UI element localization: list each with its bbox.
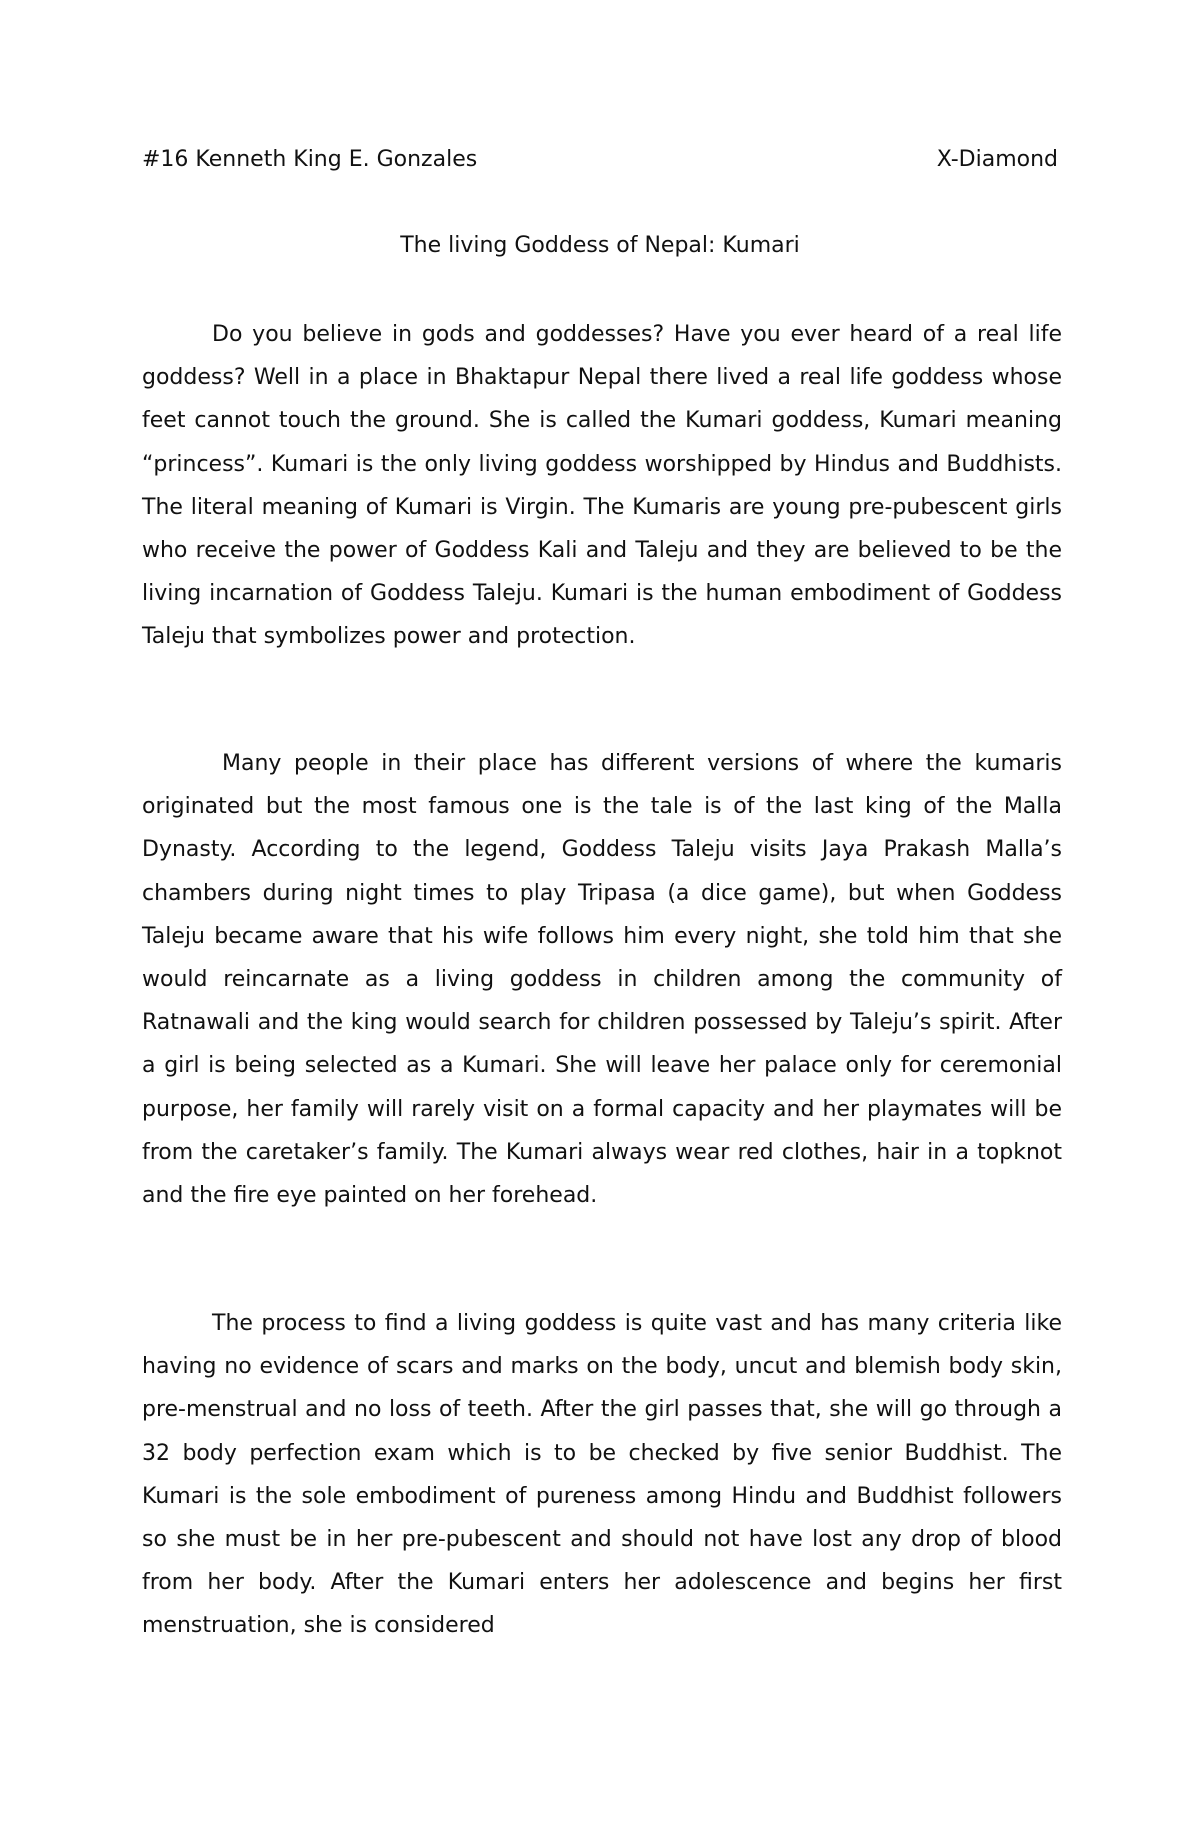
class-section: X-Diamond — [936, 147, 1058, 172]
essay-title: The living Goddess of Nepal: Kumari — [400, 233, 800, 258]
document-header — [142, 140, 1058, 180]
author-line: #16 Kenneth King E. Gonzales — [142, 147, 478, 172]
paragraph-3: The process to find a living goddess is quite vast and has many criteria like having no evidence of scars and marks on the body, uncut and blemish body skin, pre-menstrual and no loss of teeth. After the girl passes that, she will go through a 32 body perfection exam which is to be checked by five senior Buddhist. The Kumari is the sole embodiment of pureness among Hindu and Buddhist followers so she must be in her pre-pubescent and should not have lost any drop of blood from her body. After the Kumari enters her adolescence and begins her first menstruation, she is considered — [142, 1311, 1062, 1639]
paragraph-1: Do you believe in gods and goddesses? Have you ever heard of a real life goddess? Well in a place in Bhaktapur Nepal there lived a real life goddess whose feet cannot touch the ground. She is called the Kumari goddess, Kumari meaning “princess”. Kumari is the only living goddess worshipped by Hindus and Buddhists. The literal meaning of Kumari is Virgin. The Kumaris are young pre-pubescent girls who receive the power of Goddess Kali and Taleju and they are believed to be the living incarnation of Goddess Taleju. Kumari is the human embodiment of Goddess Taleju that symbolizes power and protection. — [142, 322, 1062, 650]
paragraph-2: Many people in their place has different versions of where the kumaris originated but the most famous one is the tale is of the last king of the Malla Dynasty. According to the legend, Goddess Taleju visits Jaya Prakash Malla’s chambers during night times to play Tripasa (a dice game), but when Goddess Taleju became aware that his wife follows him every night, she told him that she would reincarnate as a living goddess in children among the community of Ratnawali and the king would search for children possessed by Taleju’s spirit. After a girl is being selected as a Kumari. She will leave her palace only for ceremonial purpose, her family will rarely visit on a formal capacity and her playmates will be from the caretaker’s family. The Kumari always wear red clothes, hair in a topknot and the fire eye painted on her forehead. — [142, 751, 1062, 1209]
